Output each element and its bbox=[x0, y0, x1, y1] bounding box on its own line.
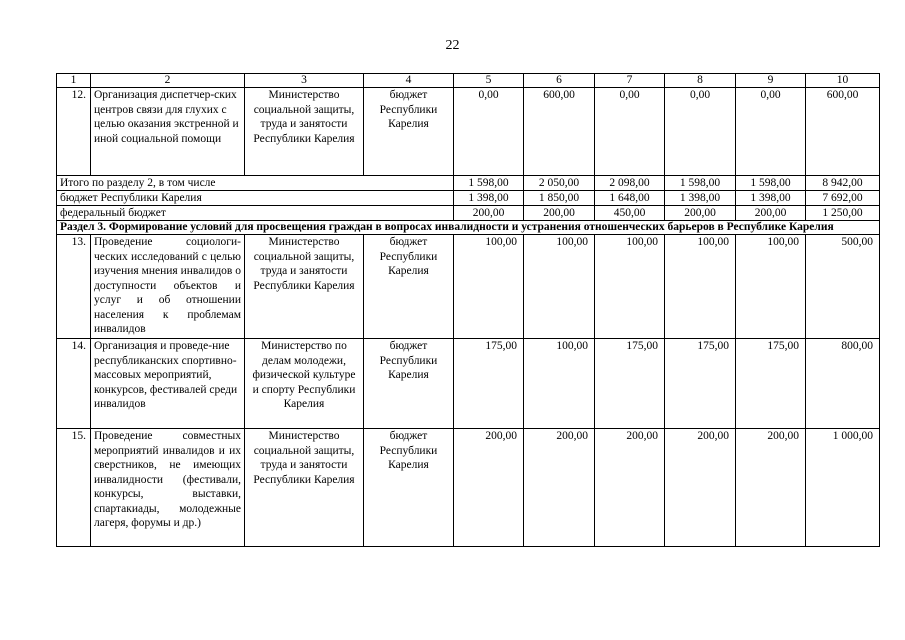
section-header-row bbox=[57, 221, 880, 235]
value-cell: 175,00 bbox=[595, 339, 665, 429]
value-cell: 100,00 bbox=[736, 235, 806, 339]
table-row bbox=[57, 88, 880, 176]
value-cell: 200,00 bbox=[454, 429, 524, 547]
value-cell: 100,00 bbox=[665, 235, 736, 339]
value-cell: 1 598,00 bbox=[665, 176, 736, 191]
value-cell: 1 598,00 bbox=[736, 176, 806, 191]
value-cell: 100,00 bbox=[524, 339, 595, 429]
value-cell: 200,00 bbox=[595, 429, 665, 547]
header-cell: 5 bbox=[454, 74, 524, 88]
value-cell: 200,00 bbox=[665, 206, 736, 221]
value-cell: 1 850,00 bbox=[524, 191, 595, 206]
table-row bbox=[57, 235, 880, 339]
value-cell: 1 598,00 bbox=[454, 176, 524, 191]
value-cell: 500,00 bbox=[806, 235, 880, 339]
header-cell: 4 bbox=[364, 74, 454, 88]
value-cell: 1 398,00 bbox=[454, 191, 524, 206]
funding-source: бюджет Республики Карелия bbox=[364, 88, 454, 176]
header-cell: 3 bbox=[245, 74, 364, 88]
table-row bbox=[57, 339, 880, 429]
total-row bbox=[57, 206, 880, 221]
row-number: 12. bbox=[57, 88, 91, 176]
value-cell: 0,00 bbox=[665, 88, 736, 176]
value-cell: 175,00 bbox=[736, 339, 806, 429]
header-cell: 6 bbox=[524, 74, 595, 88]
activity-name: Организация диспетчер-ских центров связи для глухих с целью оказания экстренной и иной социальной помощи bbox=[91, 88, 245, 176]
value-cell: 175,00 bbox=[454, 339, 524, 429]
table-row bbox=[57, 429, 880, 547]
activity-name: Организация и проведе-ние республиканских спортивно-массовых мероприятий, конкурсов, фестивалей среди инвалидов bbox=[91, 339, 245, 429]
executor: Министерство социальной защиты, труда и занятости Республики Карелия bbox=[245, 88, 364, 176]
value-cell: 8 942,00 bbox=[806, 176, 880, 191]
value-cell: 200,00 bbox=[736, 206, 806, 221]
header-cell: 2 bbox=[91, 74, 245, 88]
funding-source: бюджет Республики Карелия bbox=[364, 339, 454, 429]
funding-source: бюджет Республики Карелия bbox=[364, 429, 454, 547]
row-number: 14. bbox=[57, 339, 91, 429]
value-cell: 800,00 bbox=[806, 339, 880, 429]
total-row bbox=[57, 176, 880, 191]
value-cell: 2 050,00 bbox=[524, 176, 595, 191]
executor: Министерство социальной защиты, труда и занятости Республики Карелия bbox=[245, 235, 364, 339]
page-number: 22 bbox=[445, 38, 460, 53]
header-cell: 7 bbox=[595, 74, 665, 88]
value-cell: 2 098,00 bbox=[595, 176, 665, 191]
value-cell: 600,00 bbox=[806, 88, 880, 176]
section-title: Раздел 3. Формирование условий для просвещения граждан в вопросах инвалидности и устранения отношенческих барьеров в Республике Карелия bbox=[57, 221, 880, 235]
value-cell: 1 398,00 bbox=[736, 191, 806, 206]
header-cell: 10 bbox=[806, 74, 880, 88]
total-label: Итого по разделу 2, в том числе bbox=[57, 176, 454, 191]
value-cell: 1 648,00 bbox=[595, 191, 665, 206]
value-cell: 0,00 bbox=[595, 88, 665, 176]
header-row bbox=[57, 74, 880, 88]
value-cell: 200,00 bbox=[524, 429, 595, 547]
activity-name: Проведение социологи-ческих исследований с целью изучения мнения инвалидов о доступности объектов и услуг и об отношении населения к проблемам инвалидов bbox=[91, 235, 245, 339]
value-cell: 1 250,00 bbox=[806, 206, 880, 221]
value-cell: 450,00 bbox=[595, 206, 665, 221]
value-cell: 200,00 bbox=[524, 206, 595, 221]
header-cell: 8 bbox=[665, 74, 736, 88]
row-number: 13. bbox=[57, 235, 91, 339]
executor: Министерство социальной защиты, труда и занятости Республики Карелия bbox=[245, 429, 364, 547]
header-cell: 1 bbox=[57, 74, 91, 88]
value-cell: 1 398,00 bbox=[665, 191, 736, 206]
value-cell: 1 000,00 bbox=[806, 429, 880, 547]
row-number: 15. bbox=[57, 429, 91, 547]
value-cell: 200,00 bbox=[454, 206, 524, 221]
program-table bbox=[56, 73, 880, 547]
value-cell: 600,00 bbox=[524, 88, 595, 176]
value-cell: 0,00 bbox=[736, 88, 806, 176]
value-cell: 175,00 bbox=[665, 339, 736, 429]
activity-name: Проведение совместных мероприятий инвалидов и их сверстников, не имеющих инвалидности (фестивали, конкурсы, выставки, спартакиады, молодежные лагеря, форумы и др.) bbox=[91, 429, 245, 547]
total-label: федеральный бюджет bbox=[57, 206, 454, 221]
value-cell: 200,00 bbox=[665, 429, 736, 547]
funding-source: бюджет Республики Карелия bbox=[364, 235, 454, 339]
executor: Министерство по делам молодежи, физической культуре и спорту Республики Карелия bbox=[245, 339, 364, 429]
total-label: бюджет Республики Карелия bbox=[57, 191, 454, 206]
value-cell: 0,00 bbox=[454, 88, 524, 176]
total-row bbox=[57, 191, 880, 206]
value-cell: 100,00 bbox=[524, 235, 595, 339]
value-cell: 200,00 bbox=[736, 429, 806, 547]
header-cell: 9 bbox=[736, 74, 806, 88]
value-cell: 100,00 bbox=[454, 235, 524, 339]
value-cell: 100,00 bbox=[595, 235, 665, 339]
value-cell: 7 692,00 bbox=[806, 191, 880, 206]
